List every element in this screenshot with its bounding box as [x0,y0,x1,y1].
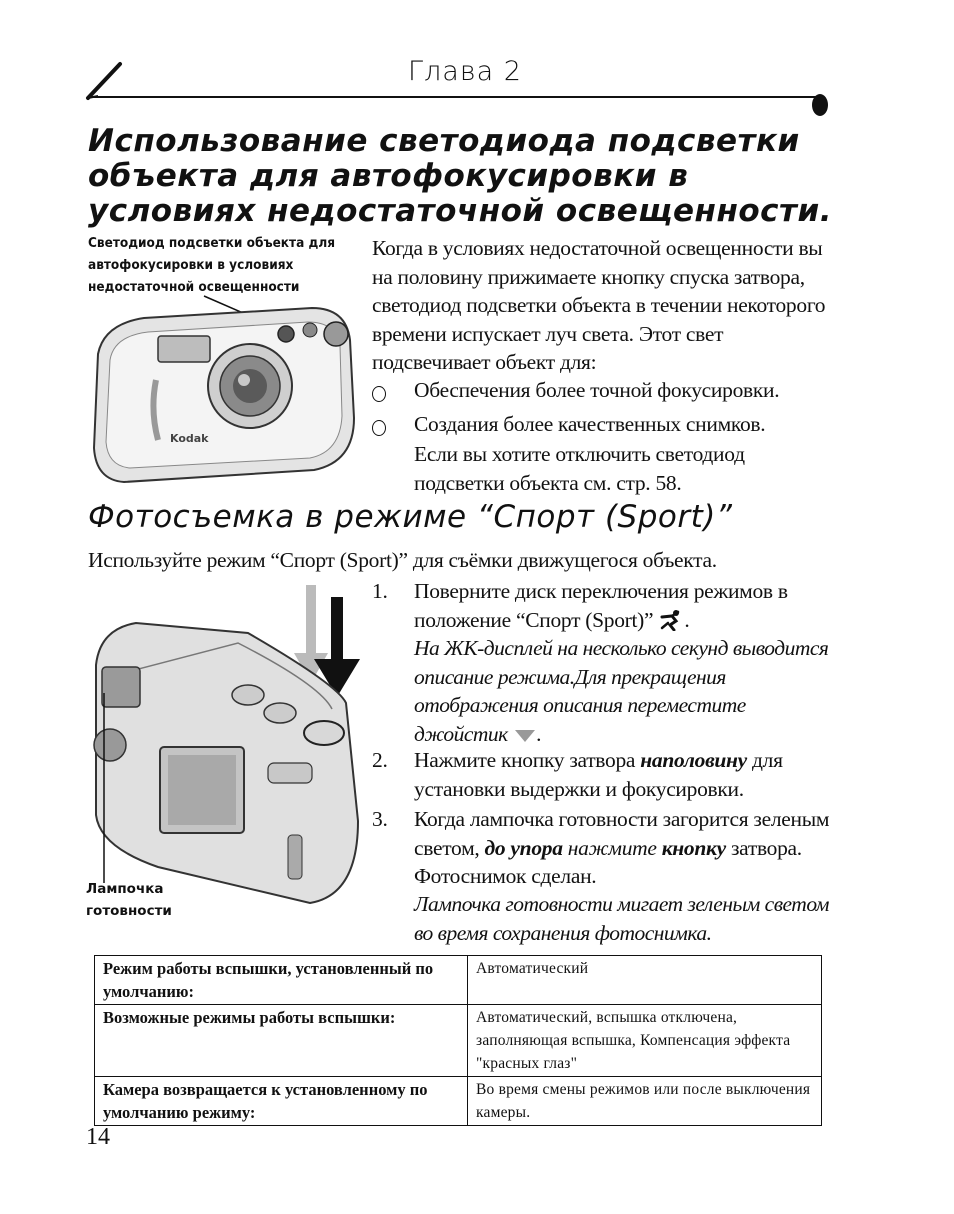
bullet-circle-icon [372,386,386,402]
step-text-a: Нажмите кнопку затвора [414,748,641,772]
camera-brand-label: Kodak [170,432,209,445]
step-text [414,577,832,634]
step-text-emphasis-2: кнопку [661,835,726,860]
table-cell-key: Возможные режимы работы вспышки: [95,1005,468,1077]
table-row [95,956,822,1005]
camera-top-image [88,585,360,915]
step-2 [372,746,832,806]
header-dot-ornament [812,94,828,116]
sport-mode-icon [658,609,684,631]
page-number: 14 [86,1124,110,1150]
chapter-title: Глава 2 [408,56,522,87]
table-cell-value: Автоматический [468,956,822,1005]
step-text-emphasis-1: до упора [484,835,563,860]
list-item-text: Обеспечения более точной фокусировки. [414,378,780,402]
step-3 [372,805,832,895]
section-heading-sport-mode: Фотосъемка в режиме “Спорт (Sport)” [88,499,733,535]
disable-af-assist-note: Если вы хотите отключить светодиод подсветки объекта см. стр. 58. [414,442,745,495]
camera-front-image [84,290,360,486]
step-number: 3. [372,807,388,831]
step-text-b: затвора. Фотоснимок сделан. [414,835,802,888]
table-cell-value: Во время смены режимов или после выключения камеры. [468,1077,822,1126]
table-cell-key: Камера возвращается к установленному по умолчанию режиму: [95,1077,468,1126]
step-text-emphasis: наполовину [640,748,747,772]
step-text-a: Когда лампочка готовности загорится зеленым светом, [414,807,830,860]
sport-mode-intro: Используйте режим “Спорт (Sport)” для съёмки движущегося объекта. [88,548,717,572]
list-item-text: Создания более качественных снимков. [414,412,766,436]
step-text [414,746,832,803]
af-assist-paragraph: Когда в условиях недостаточной освещенности вы на половину прижимаете кнопку спуска затвора, светодиод подсветки объекта в течении некоторого времени испускает луч света. Этот свет подсвечивает объект для: [372,236,826,374]
step-note-end: . [536,721,542,746]
table-cell-key: Режим работы вспышки, установленный по умолчанию: [95,956,468,1005]
step-text-main: Поверните диск переключения режимов в положение “Спорт (Sport)” [414,579,788,632]
step-number: 1. [372,579,388,603]
step-text [414,805,832,891]
step-1 [372,577,832,637]
step-text-italic: нажмите [562,835,662,860]
table-row [95,1077,822,1126]
step-text-b: для установки выдержки и фокусировки. [414,748,783,801]
list-item [372,410,832,440]
header-rule [88,96,816,98]
joystick-down-icon [513,727,537,743]
table-row [95,1005,822,1077]
list-item [372,376,832,406]
flash-settings-table [94,955,822,1126]
section-heading-af-assist: Использование светодиода подсветки объекта для автофокусировки в условиях недостаточной освещенности. [88,123,833,229]
step-note-text: На ЖК-дисплей на несколько секунд выводится описание режима.Для прекращения отображения описания переместите джойстик [414,636,829,746]
bullet-circle-icon [372,420,386,436]
table-cell-value: Автоматический, вспышка отключена, заполняющая вспышка, Компенсация эффекта "красных глаз" [468,1005,822,1077]
ready-light-caption: Лампочка готовности [86,881,172,919]
step-text-end: . [684,607,690,632]
step-1-note [414,634,832,748]
step-3-note: Лампочка готовности мигает зеленым светом во время сохранения фотоснимка. [414,892,829,945]
step-number: 2. [372,748,388,772]
af-assist-image-caption: Светодиод подсветки объекта для автофокусировки в условиях недостаточной освещенности [88,235,336,295]
